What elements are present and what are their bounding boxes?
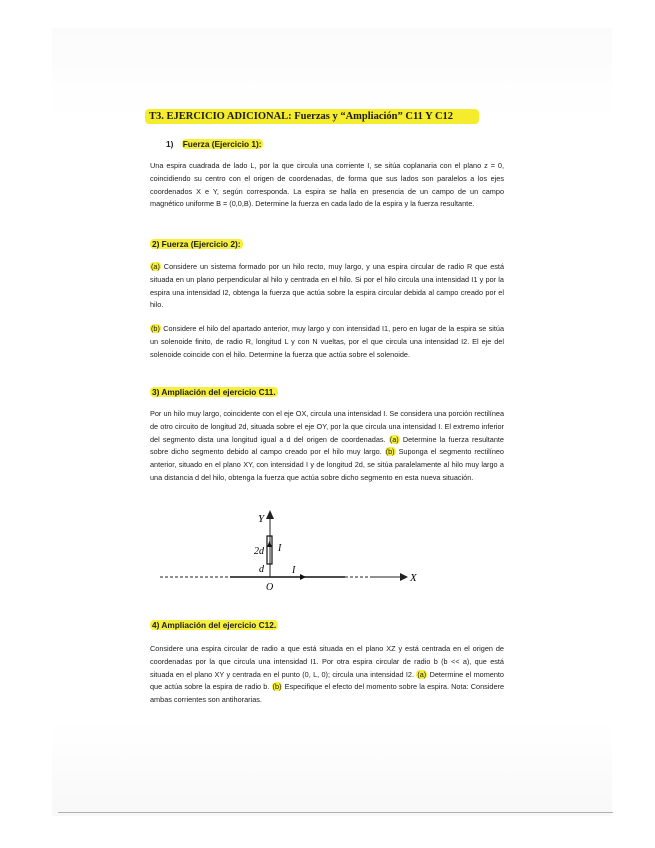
section-2-label: 2) Fuerza (Ejercicio 2):	[152, 239, 241, 249]
section-3-paragraph	[150, 408, 504, 485]
origin-label: O	[266, 582, 274, 593]
x-axis-arrowhead	[400, 573, 408, 581]
section-3-text-3: Suponga el segmento rectilíneo anterior, situado en el plano XY, con intensidad I y de longitud 2d, se sitúa paralelamente al hilo muy largo a una distancia d del hilo, obtenga la fuerza que actúa sobre dicho segmento en esta nueva situación.	[150, 447, 504, 482]
section-4-text-1: Considere una espira circular de radio a que está situada en el plano XZ y está centrada en el origen de coordenadas por la que circula una intensidad I1. Por otra espira circular de radio b (b << a), que está situada en el plano XY y centrada en el punto (0, L, 0); circula una intensidad I2.	[150, 644, 504, 679]
part-b-tag: (b)	[151, 324, 160, 333]
section-2a-paragraph	[150, 261, 504, 312]
section-1-number: 1)	[166, 139, 174, 149]
section-1-heading	[166, 139, 263, 149]
section-3-text-1: Por un hilo muy largo, coincidente con el eje OX, circula una intensidad I. Se considera una porción rectilínea de otro circuito de longitud 2d, situada sobre el eje OY, por la que circula una intensidad I. El extremo inferior del segmento dista una longitud igual a d del origen de coordenadas.	[150, 409, 504, 444]
section-1-label: Fuerza (Ejercicio 1):	[182, 139, 262, 149]
wire-segment-diagram	[150, 505, 450, 605]
gap-label: d	[259, 564, 264, 575]
section-2b-paragraph	[150, 323, 504, 361]
segment-current-arrow	[267, 541, 272, 547]
section-4-heading	[150, 620, 278, 630]
section-3-text-2: Determine la fuerza resultante sobre dicho segmento debido al campo creado por el hilo muy largo.	[150, 434, 504, 457]
part-a-tag: (a)	[417, 669, 427, 679]
segment-current-label: I	[278, 543, 282, 554]
section-3-label: 3) Ampliación del ejercicio C11.	[152, 387, 276, 397]
section-4-label: 4) Ampliación del ejercicio C12.	[152, 620, 277, 630]
page-title: T3. EJERCICIO ADICIONAL: Fuerzas y “Ampliación” C11 Y C12	[145, 109, 479, 124]
y-axis-label: Y	[258, 513, 265, 525]
part-b-tag: (b)	[272, 682, 282, 692]
section-3-heading	[150, 387, 278, 397]
section-1-text: Una espira cuadrada de lado L, por la que circula una corriente I, se sitúa coplanaria con el plano z = 0, coincidiendo su centro con el origen de coordenadas, de forma que sus lados son paralelos a los ejes coordenados X e Y, según corresponda. La espira se halla en presencia de un campo de un campo magnético uniforme B = (0,0,B). Determine la fuerza en cada lado de la espira y la fuerza resultante.	[150, 161, 504, 209]
segment-length-label: 2d	[254, 546, 264, 557]
section-4-paragraph	[150, 643, 504, 707]
section-2a-text: Considere un sistema formado por un hilo recto, muy largo, y una espira circular de radio R que está situada en un plano perpendicular al hilo y centrada en el hilo. Si por el hilo circula una intensidad I1 y por la espira una intensidad I2, obtenga la fuerza que actúa sobre la espira circular debida al campo creado por el hilo.	[150, 262, 504, 310]
wire-current-arrow	[300, 574, 306, 580]
part-a-tag: (a)	[151, 262, 160, 271]
section-2b-text: Considere el hilo del apartado anterior, muy largo y con intensidad I1, pero en lugar de la espira se sitúa un solenoide finito, de radio R, longitud L y con N vueltas, por el que circula una intensidad I2. El eje del solenoide coincide con el hilo. Determine la fuerza que actúa sobre el solenoide.	[150, 324, 504, 359]
part-b-tag: (b)	[385, 447, 395, 457]
x-axis-label: X	[410, 572, 417, 584]
page-bottom-edge	[58, 812, 613, 813]
section-4-text-3: Especifique el efecto del momento sobre la espira. Nota: Considere ambas corrientes son antihorarias.	[150, 682, 504, 705]
section-4-text-2: Determine el momento que actúa sobre la espira de radio b.	[150, 669, 504, 692]
part-a-tag: (a)	[389, 434, 399, 444]
wire-current-label: I	[292, 565, 296, 576]
y-axis-arrowhead	[266, 510, 274, 519]
section-2-heading	[150, 239, 243, 249]
